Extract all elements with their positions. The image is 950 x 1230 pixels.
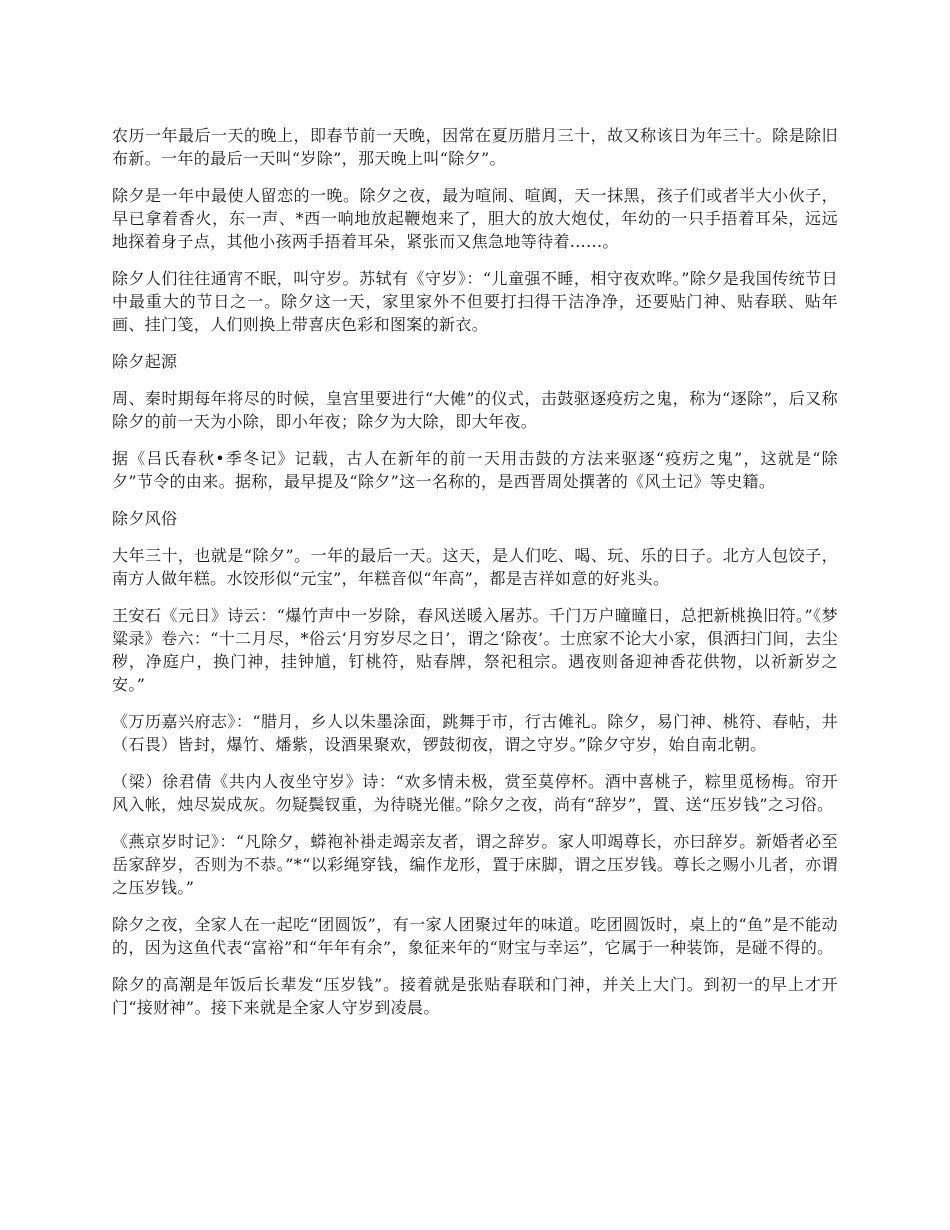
paragraph-shousui: 除夕人们往往通宵不眠，叫守岁。苏轼有《守岁》：“儿童强不睡，相守夜欢哗。”除夕是我国传统节日中最重大的节日之一。除夕这一天，家里家外不但要打扫得干洁净净，还要贴门神、贴春联、贴年画、挂门笺，人们则换上带喜庆色彩和图案的新衣。 bbox=[112, 269, 838, 334]
paragraph-customs-3: 《万历嘉兴府志》：“腊月，乡人以朱墨涂面，跳舞于市，行古傩礼。除夕，易门神、桃符、春帖，井（石畏）皆封，爆竹、燔紫，设酒果聚欢，锣鼓彻夜，谓之守岁。”除夕守岁，始自南北朝。 bbox=[112, 712, 838, 754]
paragraph-customs-2: 王安石《元日》诗云：“爆竹声中一岁除，春风送暖入屠苏。千门万户曈曈日，总把新桃换旧符。”《梦粱录》卷六：“十二月尽，*俗云‘月穷岁尽之日’，谓之‘除夜’。士庶家不论大小家，俱洒扫门间，去尘秽，净庭户，换门神，挂钟馗，钉桃符，贴春牌，祭祀租宗。遇夜则备迎神香花供物，以祈新岁之安。” bbox=[112, 606, 838, 694]
paragraph-night: 除夕是一年中最使人留恋的一晚。除夕之夜，最为喧闹、喧阗，天一抹黑，孩子们或者半大小伙子，早已拿着香火，东一声、*西一响地放起鞭炮来了，胆大的放大炮仗，年幼的一只手捂着耳朵，远远地探着身子点，其他小孩两手捂着耳朵，紧张而又焦急地等待着......。 bbox=[112, 186, 838, 251]
paragraph-customs-7: 除夕的高潮是年饭后长辈发“压岁钱”。接着就是张贴春联和门神，并关上大门。到初一的早上才开门“接财神”。接下来就是全家人守岁到凌晨。 bbox=[112, 975, 838, 1017]
heading-origin: 除夕起源 bbox=[112, 352, 178, 371]
paragraph-customs-5: 《燕京岁时记》：“凡除夕，蟒袍补褂走竭亲友者，谓之辞岁。家人叩竭尊长，亦曰辞岁。新婚者必至岳家辞岁，否则为不恭。”*“以彩绳穿钱，编作龙形，置于床脚，谓之压岁钱。尊长之赐小儿者，亦谓之压岁钱。” bbox=[112, 832, 838, 897]
paragraph-customs-6: 除夕之夜，全家人在一起吃“团圆饭”，有一家人团聚过年的味道。吃团圆饭时，桌上的“鱼”是不能动的，因为这鱼代表“富裕”和“年年有余”，象征来年的“财宝与幸运”，它属于一种装饰，是碰不得的。 bbox=[112, 915, 838, 957]
paragraph-customs-4: （梁）徐君倩《共内人夜坐守岁》诗：“欢多情未极，赏至莫停杯。酒中喜桃子，粽里觅杨梅。帘开风入帐，烛尽炭成灰。勿疑鬓钗重，为待晓光催。”除夕之夜，尚有“辞岁”，置、送“压岁钱”之习俗。 bbox=[112, 772, 838, 814]
paragraph-origin-2: 据《吕氏春秋•季冬记》记载，古人在新年的前一天用击鼓的方法来驱逐“疫疠之鬼”，这就是“除夕”节令的由来。据称，最早提及“除夕”这一名称的，是西晋周处撰著的《风土记》等史籍。 bbox=[112, 449, 838, 491]
paragraph-customs-1: 大年三十，也就是“除夕”。一年的最后一天。这天，是人们吃、喝、玩、乐的日子。北方人包饺子，南方人做年糕。水饺形似“元宝”，年糕音似“年高”，都是吉祥如意的好兆头。 bbox=[112, 546, 838, 588]
paragraph-origin-1: 周、秦时期每年将尽的时候，皇宫里要进行“大傩”的仪式，击鼓驱逐疫疠之鬼，称为“逐除”，后又称除夕的前一天为小除，即小年夜；除夕为大除，即大年夜。 bbox=[112, 389, 838, 431]
document-page bbox=[112, 124, 838, 1033]
heading-customs: 除夕风俗 bbox=[112, 509, 178, 528]
paragraph-intro: 农历一年最后一天的晚上，即春节前一天晚，因常在夏历腊月三十，故又称该日为年三十。除是除旧布新。一年的最后一天叫“岁除”，那天晚上叫“除夕”。 bbox=[112, 126, 838, 168]
